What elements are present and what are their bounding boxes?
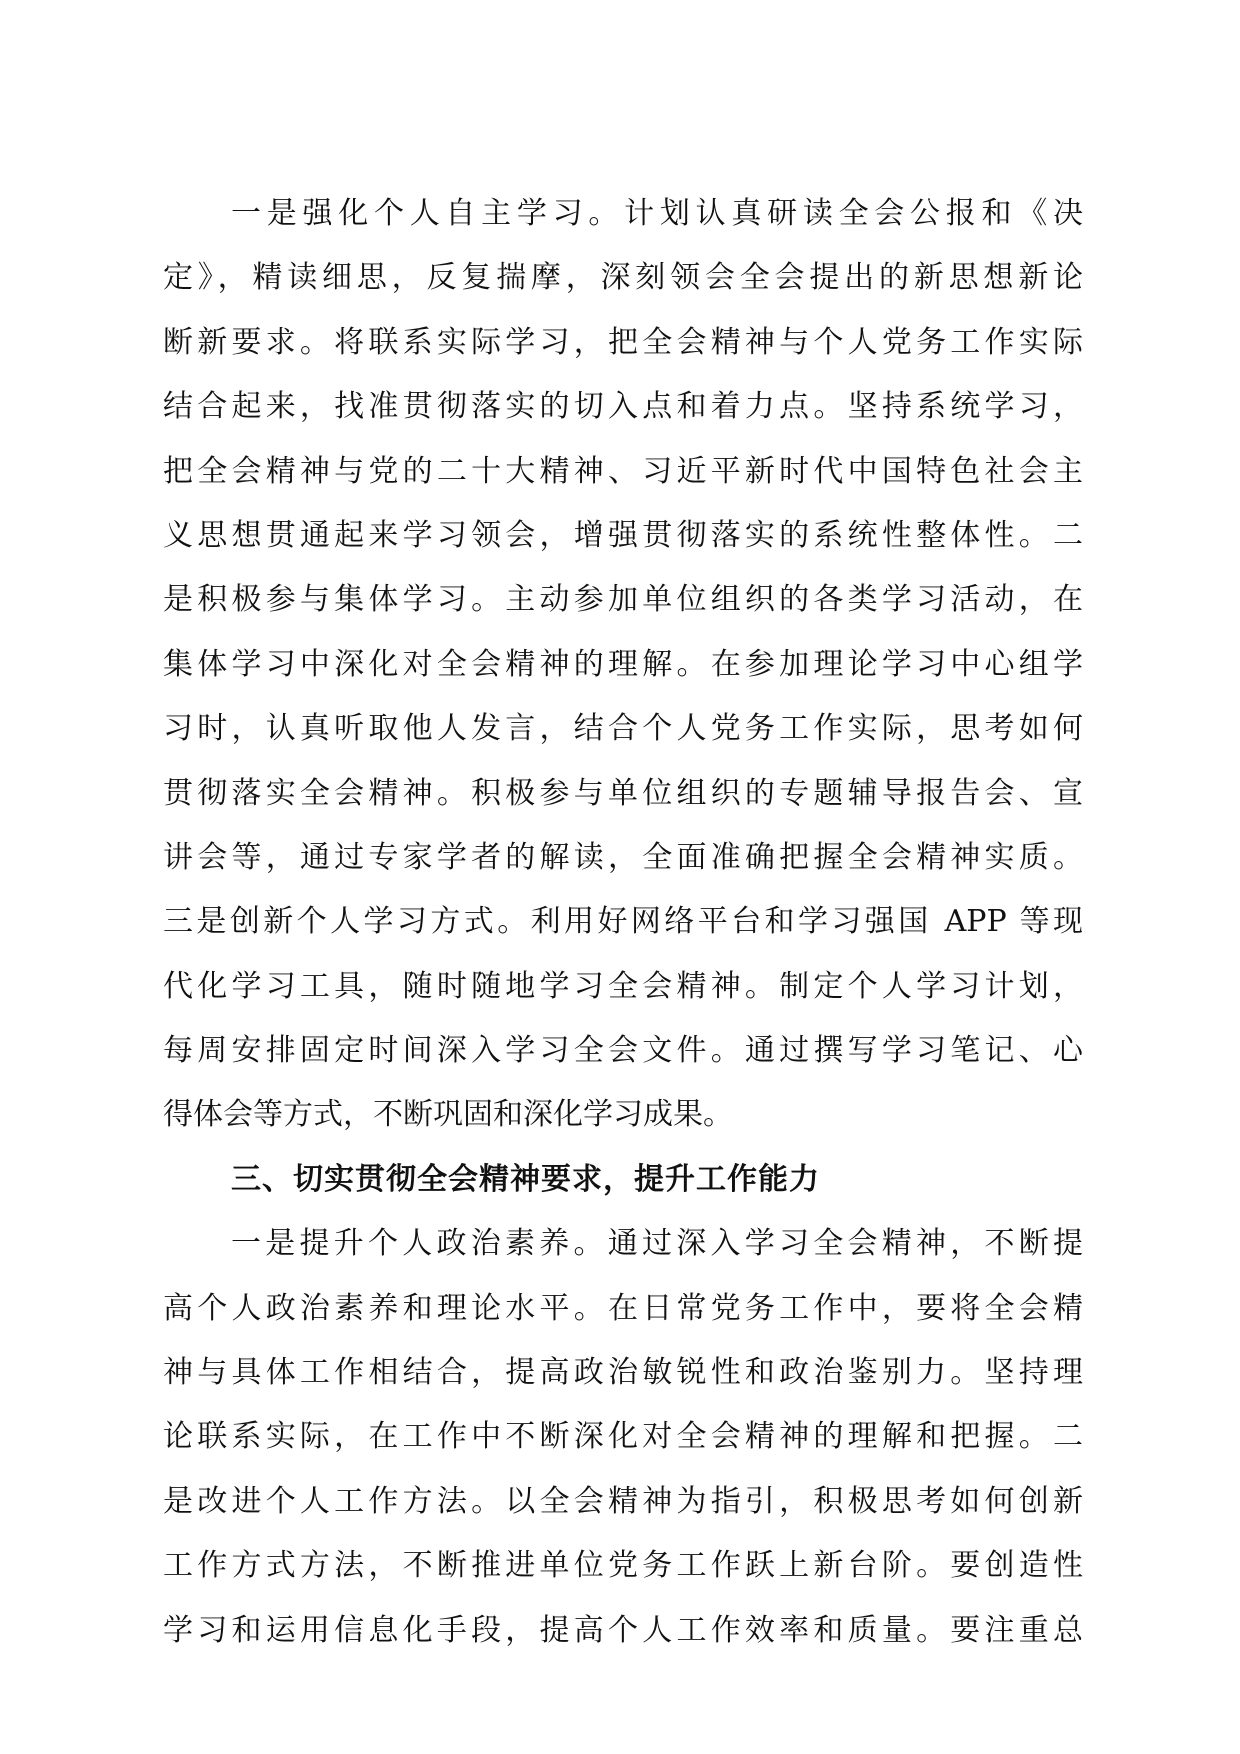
paragraph-line: 一是强化个人自主学习。计划认真研读全会公报和《决 <box>231 196 1083 231</box>
paragraph-line: 集体学习中深化对全会精神的理解。在参加理论学习中心组学 <box>163 646 1083 682</box>
paragraph-line: 工作方式方法，不断推进单位党务工作跃上新台阶。要创造性 <box>163 1548 1083 1584</box>
paragraph-line: 讲会等，通过专家学者的解读，全面准确把握全会精神实质。 <box>163 839 1083 875</box>
paragraph-line: 论联系实际，在工作中不断深化对全会精神的理解和把握。二 <box>163 1419 1083 1455</box>
paragraph-line: 断新要求。将联系实际学习，把全会精神与个人党务工作实际 <box>163 324 1083 360</box>
paragraph-line: 一是提升个人政治素养。通过深入学习全会精神，不断提 <box>231 1226 1083 1262</box>
paragraph-line: 每周安排固定时间深入学习全会文件。通过撰写学习笔记、心 <box>163 1033 1083 1069</box>
paragraph-line: 习时，认真听取他人发言，结合个人党务工作实际，思考如何 <box>163 711 1083 747</box>
section-heading: 三、切实贯彻全会精神要求，提升工作能力 <box>231 1161 820 1197</box>
paragraph-line: 学习和运用信息化手段，提高个人工作效率和质量。要注重总 <box>163 1612 1083 1648</box>
document-body <box>163 182 1083 1663</box>
paragraph-line: 高个人政治素养和理论水平。在日常党务工作中，要将全会精 <box>163 1290 1083 1326</box>
paragraph-line: 贯彻落实全会精神。积极参与单位组织的专题辅导报告会、宣 <box>163 775 1083 811</box>
paragraph-line: 定》，精读细思，反复揣摩，深刻领会全会提出的新思想新论 <box>163 260 1083 296</box>
paragraph-line: 三是创新个人学习方式。利用好网络平台和学习强国 APP 等现 <box>163 904 1083 940</box>
paragraph-line: 把全会精神与党的二十大精神、习近平新时代中国特色社会主 <box>163 453 1083 489</box>
paragraph-line: 代化学习工具，随时随地学习全会精神。制定个人学习计划， <box>163 968 1083 1004</box>
paragraph-line: 是改进个人工作方法。以全会精神为指引，积极思考如何创新 <box>163 1483 1083 1519</box>
paragraph-line: 结合起来，找准贯彻落实的切入点和着力点。坚持系统学习， <box>163 389 1083 425</box>
paragraph-line: 神与具体工作相结合，提高政治敏锐性和政治鉴别力。坚持理 <box>163 1355 1083 1391</box>
paragraph-line: 义思想贯通起来学习领会，增强贯彻落实的系统性整体性。二 <box>163 517 1083 553</box>
paragraph-line: 是积极参与集体学习。主动参加单位组织的各类学习活动，在 <box>163 582 1083 618</box>
paragraph-line: 得体会等方式，不断巩固和深化学习成果。 <box>163 1097 733 1133</box>
